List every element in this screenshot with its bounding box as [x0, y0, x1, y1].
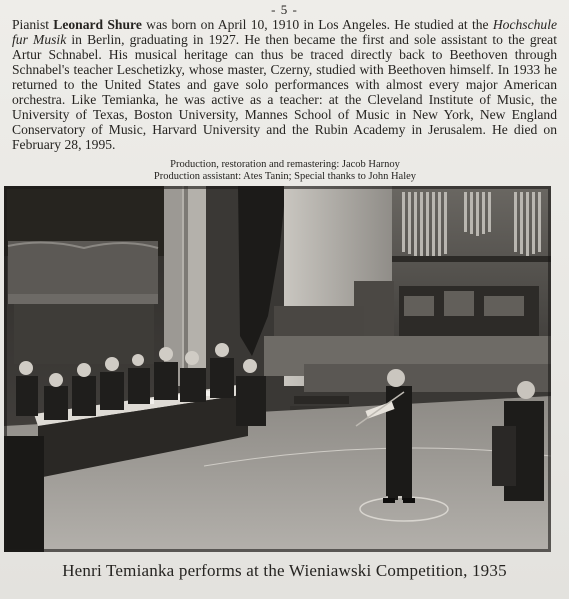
bio-after-school: in Berlin, graduating in 1927. He then became the first and sole assistant to the great Artur Schnabel. His musical heritage can thus be traced directly back to Beethoven through Schnabel's teacher Leschetizky, whose master, Czerny, studied with Beethoven himself. In 1933 he returned to the United States and gave solo performances with almost every major American orchestra. Like Temianka, he was active as a teacher: at the Cleveland Institute of Music, the University of Texas, Boston University, Mannes School of Music in New York, New England Conservatory of Music, Harvard University and the Rubin Academy in Jerusalem. He died on February 28, 1995. [12, 32, 557, 152]
credits-line-production: Production, restoration and remastering: Jacob Harnoy [170, 159, 400, 170]
bio-after-name: was born on April 10, 1910 in Los Angeles. He studied at the [141, 17, 493, 32]
page-number: - 5 - [271, 2, 298, 17]
concert-photo-illustration [4, 186, 551, 552]
bio-pre-name: Pianist [12, 17, 54, 32]
credits-line-assistant: Production assistant: Ates Tanin; Special thanks to John Haley [153, 171, 417, 182]
concert-photograph [4, 186, 551, 552]
production-credits [120, 159, 450, 183]
biography-paragraph [12, 17, 557, 152]
biography-text [12, 17, 557, 152]
photo-caption: Henri Temianka performs at the Wieniawski Competition, 1935 [62, 561, 507, 580]
pianist-name: Leonard Shure [53, 17, 142, 32]
school-name: Hochschule fur Musik [12, 17, 558, 47]
